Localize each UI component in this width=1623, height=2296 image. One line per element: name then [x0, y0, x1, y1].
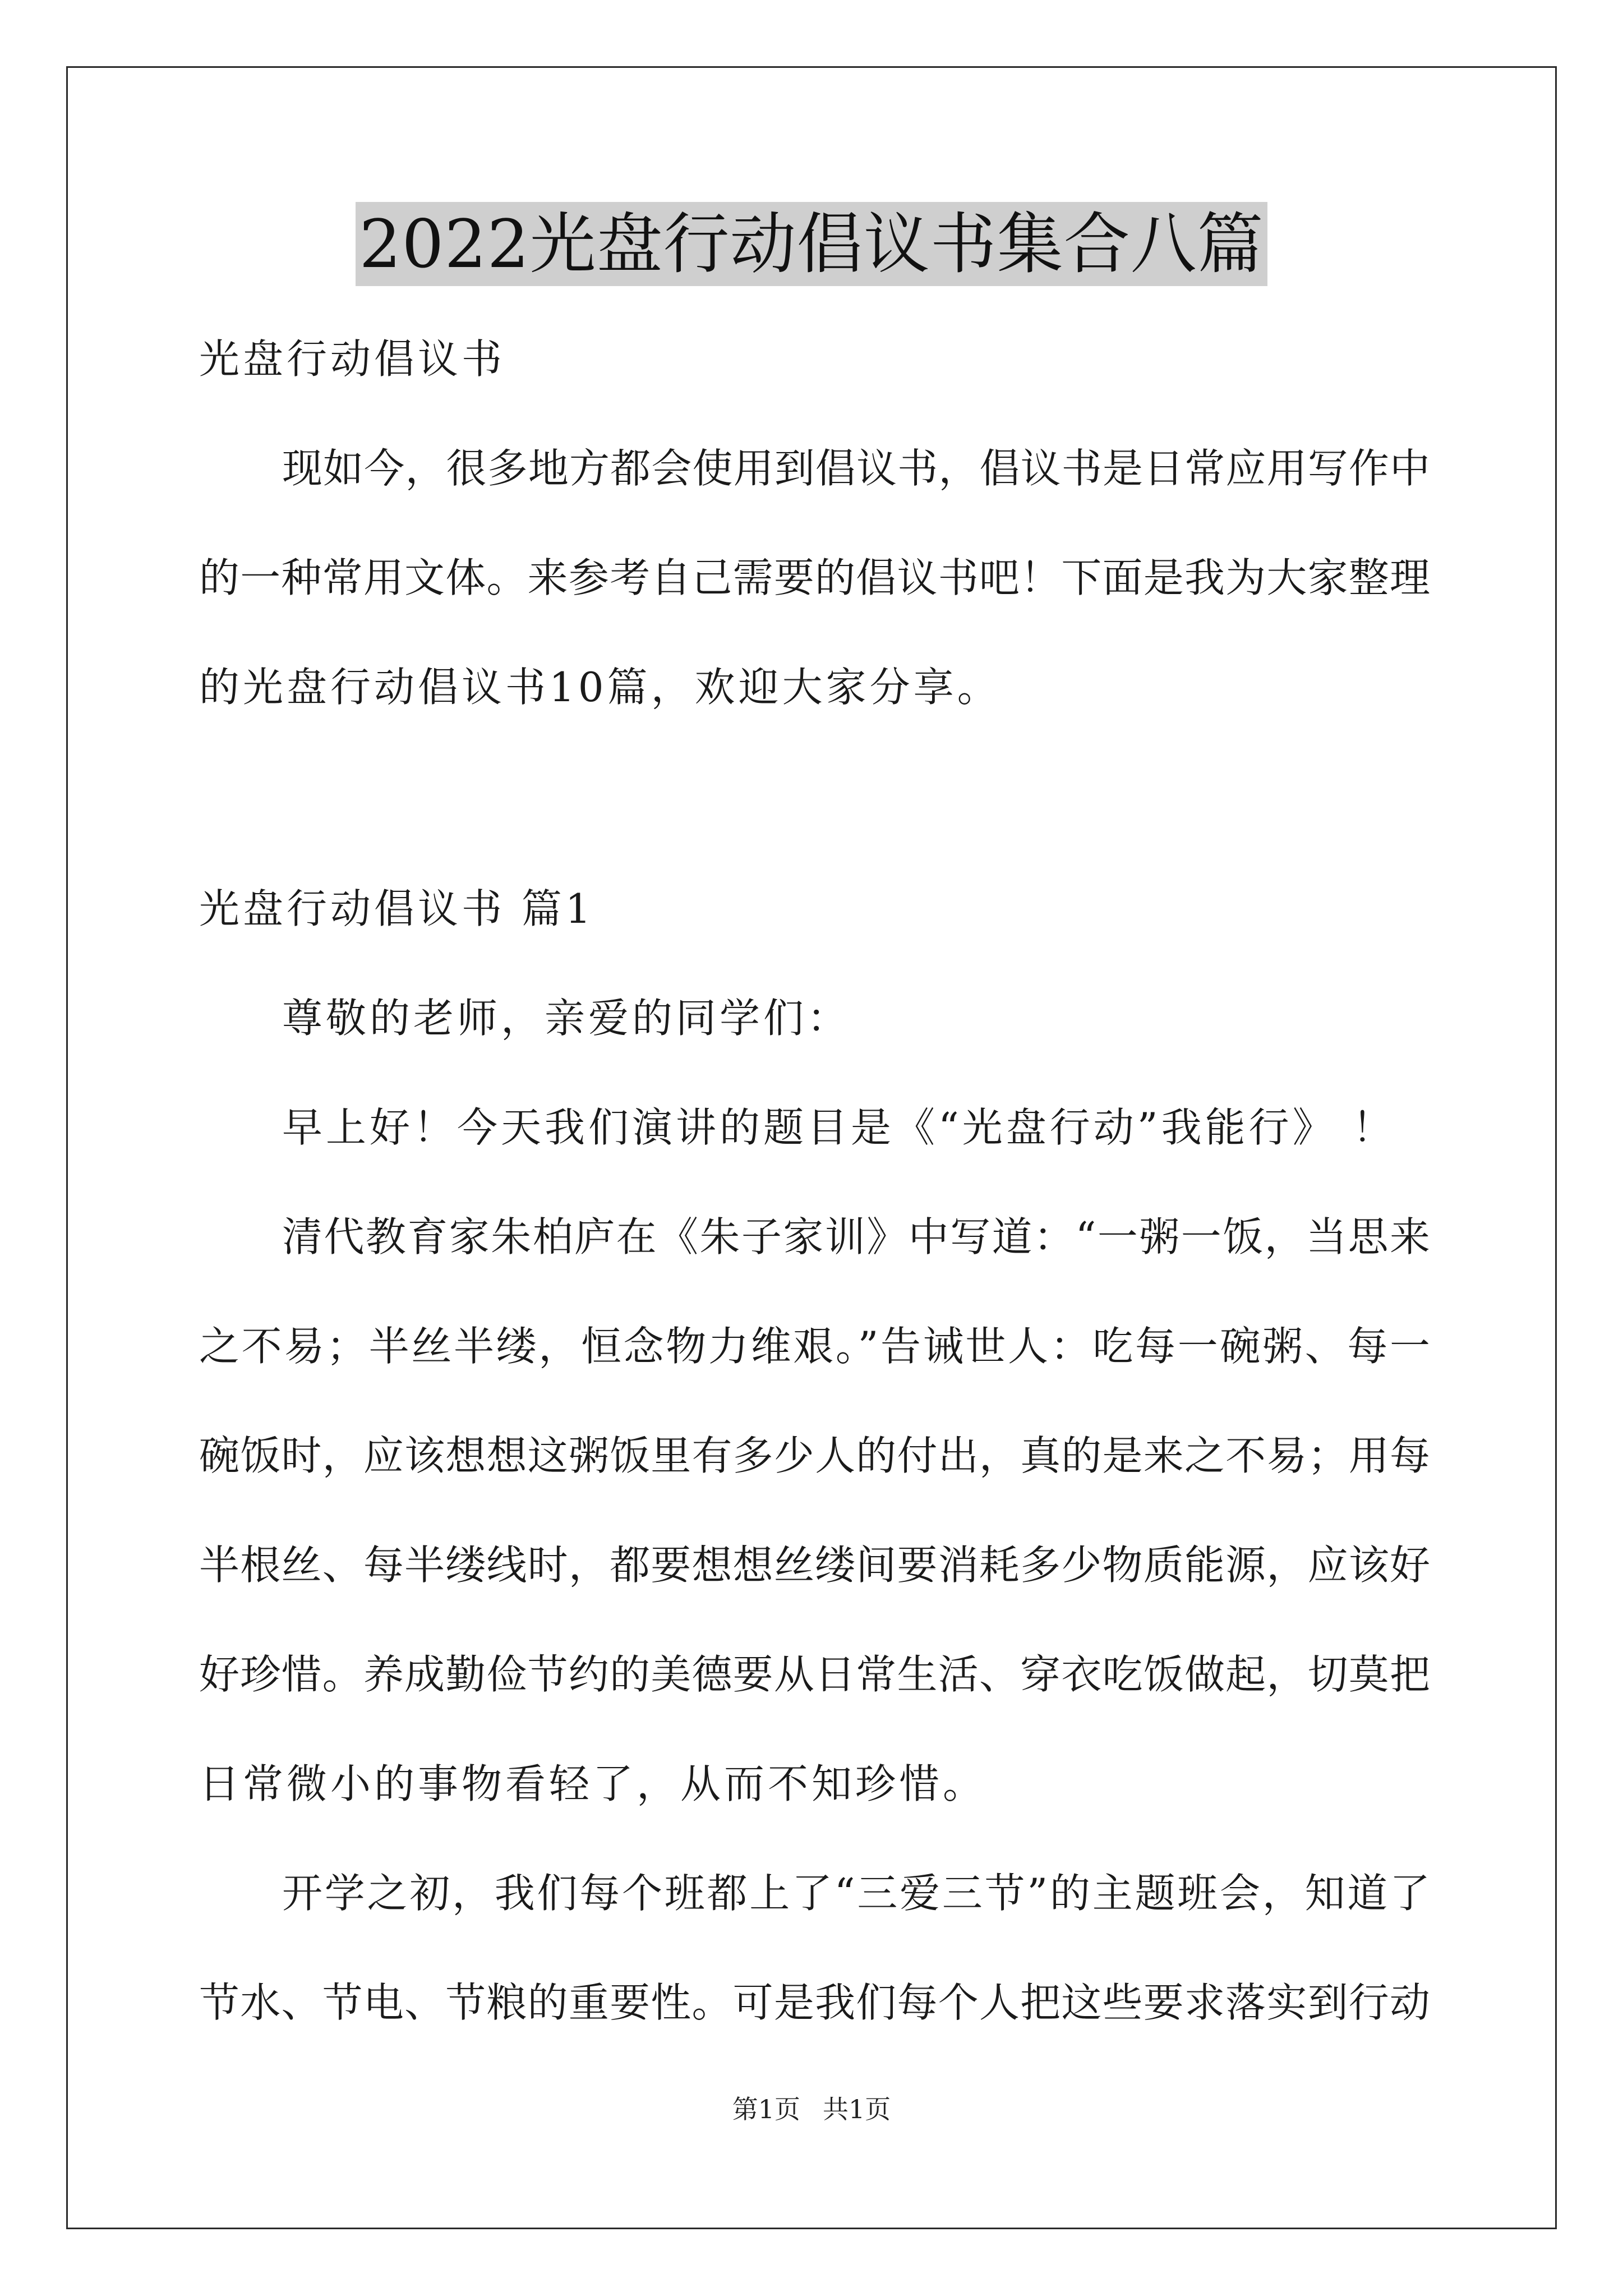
paragraph-line: 之不易；半丝半缕，恒念物力维艰。”告诫世人：吃每一碗粥、每一	[199, 1323, 1430, 1370]
intro-line: 的一种常用文体。来参考自己需要的倡议书吧！下面是我为大家整理	[199, 554, 1430, 601]
paragraph-line: 节水、节电、节粮的重要性。可是我们每个人把这些要求落实到行动	[199, 1979, 1430, 2026]
document-title: 2022光盘行动倡议书集合八篇	[356, 202, 1267, 286]
intro-line: 现如今，很多地方都会使用到倡议书，倡议书是日常应用写作中	[282, 445, 1430, 492]
paragraph-line: 半根丝、每半缕线时，都要想想丝缕间要消耗多少物质能源，应该好	[199, 1542, 1430, 1589]
salutation: 尊敬的老师，亲爱的同学们：	[282, 995, 851, 1042]
paragraph-line: 开学之初，我们每个班都上了“三爱三节”的主题班会，知道了	[282, 1870, 1430, 1917]
page-number: 第1页	[732, 2094, 800, 2124]
total-pages: 共1页	[823, 2094, 891, 2124]
heading: 光盘行动倡议书	[199, 335, 506, 383]
paragraph-line: 清代教育家朱柏庐在《朱子家训》中写道：“一粥一饭，当思来	[282, 1213, 1430, 1260]
greeting: 早上好！今天我们演讲的题目是《“光盘行动”我能行》 ！	[282, 1104, 1396, 1151]
paragraph-line: 好珍惜。养成勤俭节约的美德要从日常生活、穿衣吃饭做起，切莫把	[199, 1651, 1430, 1698]
title-container	[0, 202, 1623, 286]
intro-line: 的光盘行动倡议书10篇，欢迎大家分享。	[199, 664, 1001, 711]
paragraph-line: 碗饭时，应该想想这粥饭里有多少人的付出，真的是来之不易；用每	[199, 1432, 1430, 1479]
page-footer	[0, 2092, 1623, 2126]
section-heading: 光盘行动倡议书 篇1	[199, 885, 594, 932]
paragraph-line: 日常微小的事物看轻了，从而不知珍惜。	[199, 1760, 987, 1807]
